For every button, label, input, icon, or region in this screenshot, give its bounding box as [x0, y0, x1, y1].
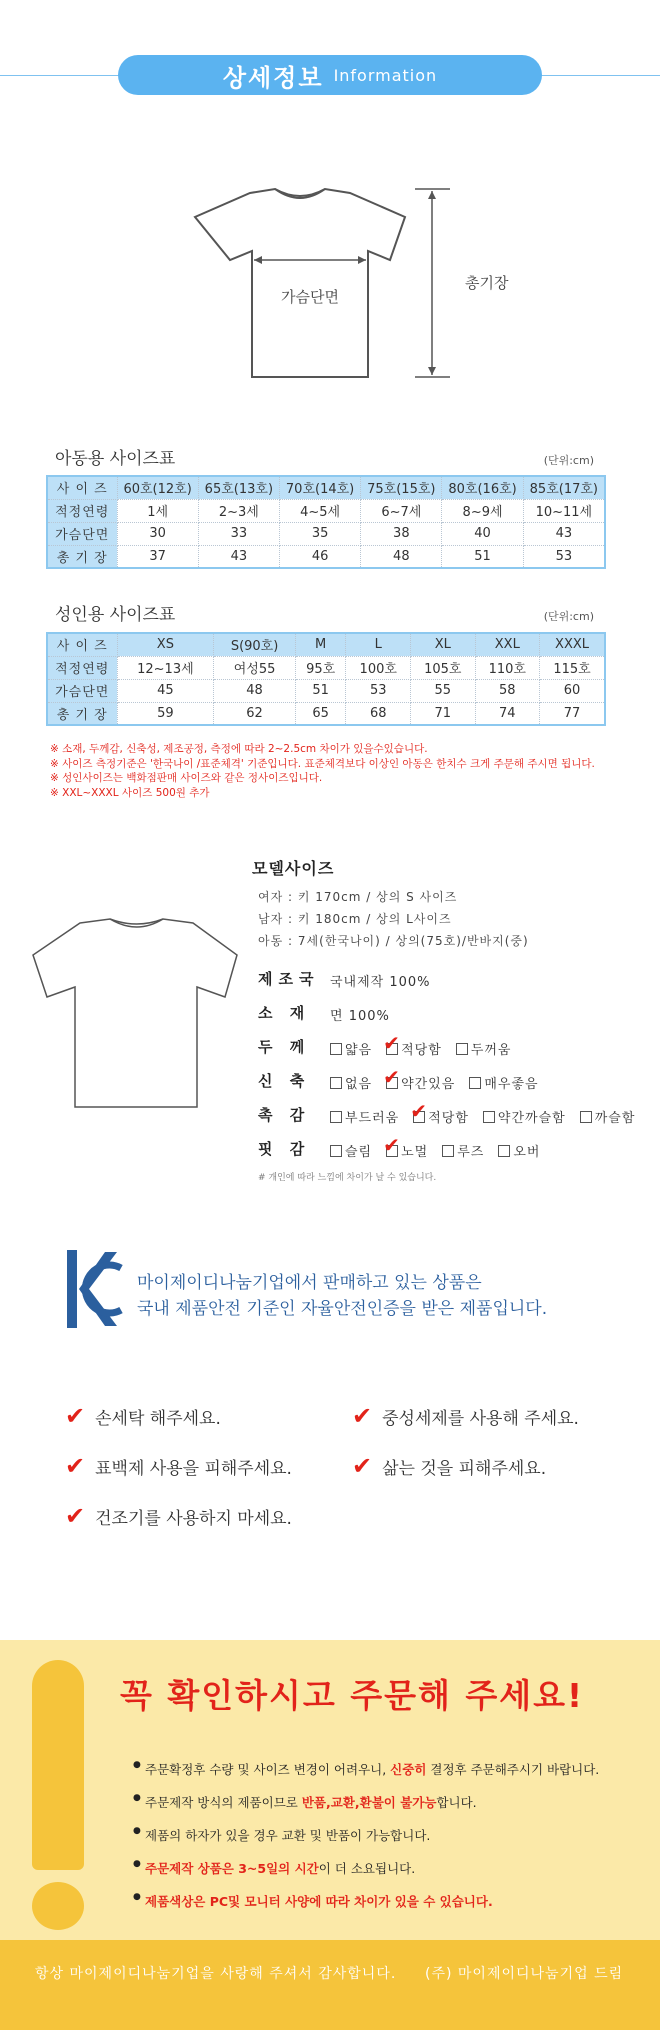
table-cell: 48 — [214, 679, 296, 702]
spec-material-key: 소 재 — [258, 1004, 311, 1022]
option-soft: 부드러움 — [330, 1107, 399, 1126]
header-title-ko: 상세정보 — [222, 63, 324, 92]
row-header: 적정연령 — [47, 656, 117, 679]
size-cell: L — [346, 633, 411, 656]
spec-disclaimer: # 개인에 따라 느낌에 차이가 날 수 있습니다. — [258, 1173, 437, 1183]
kc-certification-text — [137, 1270, 547, 1322]
table-cell: 115호 — [540, 656, 605, 679]
row-header: 사 이 즈 — [47, 633, 117, 656]
table-row — [47, 702, 605, 725]
table-cell: 59 — [117, 702, 214, 725]
table-cell: 6~7세 — [361, 499, 442, 522]
table-row — [47, 679, 605, 702]
table-row — [47, 656, 605, 679]
checkbox-icon — [580, 1111, 592, 1123]
table-row — [47, 476, 605, 499]
notice-item: ● 제품의 하자가 있을 경우 교환 및 반품이 가능합니다. — [145, 1826, 430, 1844]
spec-material-value — [330, 1005, 390, 1024]
exclamation-icon — [32, 1660, 84, 1870]
checkmark-icon: ✔ — [383, 1133, 401, 1157]
checkbox-icon — [330, 1043, 342, 1055]
size-cell: XL — [411, 633, 476, 656]
table-row — [47, 545, 605, 568]
table-cell: 1세 — [117, 499, 198, 522]
tshirt-measure-diagram — [180, 185, 480, 385]
header-title-en: Information — [333, 65, 438, 85]
option-loose: 루즈 — [442, 1141, 484, 1160]
table-cell: 2~3세 — [198, 499, 279, 522]
checkbox-icon — [330, 1145, 342, 1157]
notice-title: 꼭 확인하시고 주문해 주세요! — [120, 1676, 585, 1715]
table-cell: 62 — [214, 702, 296, 725]
spec-origin-key: 제조국 — [258, 970, 320, 988]
table-cell: 51 — [442, 545, 523, 568]
care-item: ✔ 손세탁 해주세요. — [65, 1402, 221, 1430]
notice-item: ● 주문제작 방식의 제품이므로 반품,교환,환불이 불가능합니다. — [145, 1793, 477, 1811]
size-cell: 80호(16호) — [442, 476, 523, 499]
size-cell: 65호(13호) — [198, 476, 279, 499]
table-cell: 53 — [346, 679, 411, 702]
checkmark-icon: ✔ — [383, 1031, 401, 1055]
option-thin: 얇음 — [330, 1039, 372, 1058]
table-cell: 30 — [117, 522, 198, 545]
kc-line-2: 국내 제품안전 기준인 자율안전인증을 받은 제품입니다. — [137, 1299, 548, 1319]
option-normal: ✔ 노멀 — [383, 1133, 429, 1160]
option-slightly-rough: 약간까슬함 — [483, 1107, 566, 1126]
table-cell: 51 — [295, 679, 346, 702]
table-cell: 35 — [279, 522, 360, 545]
checkbox-icon — [469, 1077, 481, 1089]
note-line: ※ XXL~XXXL 사이즈 500원 추가 — [50, 786, 210, 799]
exclamation-dot-icon — [32, 1882, 84, 1930]
chest-width-label: 가슴단면 — [281, 288, 339, 306]
spec-thickness-options — [330, 1031, 512, 1058]
kids-unit: (단위:cm) — [543, 454, 594, 467]
table-cell: 68 — [346, 702, 411, 725]
footer-thanks: 항상 마이제이디나눔기업을 사랑해 주셔서 감사합니다. — [35, 1966, 397, 1982]
table-cell: 여성55 — [214, 656, 296, 679]
table-row — [47, 499, 605, 522]
table-cell: 100호 — [346, 656, 411, 679]
table-cell: 43 — [523, 522, 605, 545]
kids-size-title: 아동용 사이즈표 — [55, 449, 176, 469]
size-notes — [50, 742, 595, 800]
option-medium: ✔ 적당함 — [383, 1031, 442, 1058]
checkmark-icon: ✔ — [352, 1452, 373, 1480]
table-cell: 4~5세 — [279, 499, 360, 522]
footer-bar — [0, 1940, 660, 2030]
option-some: ✔ 약간있음 — [383, 1065, 456, 1092]
size-cell: 70호(14호) — [279, 476, 360, 499]
section-header — [118, 55, 542, 95]
note-line: ※ 사이즈 측정기준은 '한국나이 /표준체격' 기준입니다. 표준체격보다 이상인 아동은 한치수 크게 주문해 주시면 됩니다. — [50, 757, 595, 770]
option-rough: 까슬함 — [580, 1107, 636, 1126]
row-header: 가슴단면 — [47, 522, 117, 545]
size-cell: XXXL — [540, 633, 605, 656]
model-line-male: 남자 : 키 180cm / 상의 L사이즈 — [258, 912, 452, 926]
option-moderate: ✔ 적당함 — [410, 1099, 469, 1126]
table-cell: 46 — [279, 545, 360, 568]
size-cell: S(90호) — [214, 633, 296, 656]
kids-size-table — [46, 475, 606, 569]
model-line-female: 여자 : 키 170cm / 상의 S 사이즈 — [258, 890, 458, 904]
row-header: 가슴단면 — [47, 679, 117, 702]
spec-fit-key: 핏 감 — [258, 1140, 311, 1158]
checkbox-icon — [442, 1145, 454, 1157]
table-cell: 43 — [198, 545, 279, 568]
spec-touch-options — [330, 1099, 636, 1126]
row-header: 사 이 즈 — [47, 476, 117, 499]
table-cell: 45 — [117, 679, 214, 702]
size-cell: 75호(15호) — [361, 476, 442, 499]
checkbox-icon — [483, 1111, 495, 1123]
size-cell: XXL — [475, 633, 540, 656]
notice-item: ● 제품색상은 PC및 모니터 사양에 따라 차이가 있을 수 있습니다. — [145, 1892, 493, 1910]
checkmark-icon: ✔ — [383, 1065, 401, 1089]
table-cell: 12~13세 — [117, 656, 214, 679]
size-cell: 60호(12호) — [117, 476, 198, 499]
spec-thickness-key: 두 께 — [258, 1038, 311, 1056]
kc-line-1: 마이제이디나눔기업에서 판매하고 있는 상품은 — [137, 1273, 482, 1293]
checkmark-icon: ✔ — [65, 1402, 86, 1430]
origin-value: 국내제작 100% — [330, 975, 431, 990]
care-item: ✔ 중성세제를 사용해 주세요. — [352, 1402, 579, 1430]
table-cell: 55 — [411, 679, 476, 702]
table-cell: 77 — [540, 702, 605, 725]
table-cell: 37 — [117, 545, 198, 568]
checkmark-icon: ✔ — [410, 1099, 428, 1123]
kc-certification-icon — [65, 1248, 125, 1330]
table-cell: 40 — [442, 522, 523, 545]
spec-origin-value — [330, 971, 431, 990]
checkbox-icon — [330, 1111, 342, 1123]
total-length-label: 총기장 — [465, 274, 509, 292]
table-cell: 95호 — [295, 656, 346, 679]
care-item: ✔ 표백제 사용을 피해주세요. — [65, 1452, 292, 1480]
care-item: ✔ 건조기를 사용하지 마세요. — [65, 1502, 292, 1530]
option-great: 매우좋음 — [469, 1073, 538, 1092]
spec-touch-key: 촉 감 — [258, 1106, 311, 1124]
checkmark-icon: ✔ — [352, 1402, 373, 1430]
row-header: 총 기 장 — [47, 702, 117, 725]
checkmark-icon: ✔ — [65, 1452, 86, 1480]
table-cell: 65 — [295, 702, 346, 725]
model-line-kid: 아동 : 7세(한국나이) / 상의(75호)/반바지(중) — [258, 934, 529, 948]
row-header: 적정연령 — [47, 499, 117, 522]
option-over: 오버 — [498, 1141, 540, 1160]
table-row — [47, 522, 605, 545]
model-size-title: 모델사이즈 — [252, 859, 335, 878]
size-cell: M — [295, 633, 346, 656]
checkbox-icon — [456, 1043, 468, 1055]
tshirt-illustration — [25, 915, 245, 1115]
option-thick: 두꺼움 — [456, 1039, 512, 1058]
spec-fit-options — [330, 1133, 541, 1160]
size-cell: XS — [117, 633, 214, 656]
material-value: 면 100% — [330, 1009, 390, 1024]
care-item: ✔ 삶는 것을 피해주세요. — [352, 1452, 547, 1480]
table-row — [47, 633, 605, 656]
footer-signature: (주) 마이제이디나눔기업 드림 — [425, 1966, 624, 1982]
checkbox-icon — [498, 1145, 510, 1157]
table-cell: 105호 — [411, 656, 476, 679]
spec-stretch-key: 신 축 — [258, 1072, 311, 1090]
table-cell: 71 — [411, 702, 476, 725]
spec-stretch-options — [330, 1065, 539, 1092]
table-cell: 110호 — [475, 656, 540, 679]
table-cell: 60 — [540, 679, 605, 702]
table-cell: 53 — [523, 545, 605, 568]
option-slim: 슬림 — [330, 1141, 372, 1160]
row-header: 총 기 장 — [47, 545, 117, 568]
checkmark-icon: ✔ — [65, 1502, 86, 1530]
adult-size-table — [46, 632, 606, 726]
table-cell: 8~9세 — [442, 499, 523, 522]
checkbox-icon — [330, 1077, 342, 1089]
table-cell: 33 — [198, 522, 279, 545]
note-line: ※ 소재, 두께감, 신축성, 제조공정, 측정에 따라 2~2.5cm 차이가 있을수있습니다. — [50, 743, 428, 755]
notice-item: ● 주문확정후 수량 및 사이즈 변경이 어려우니, 신중히 결정후 주문해주시기 바랍니다. — [145, 1760, 599, 1778]
option-none: 없음 — [330, 1073, 372, 1092]
table-cell: 74 — [475, 702, 540, 725]
table-cell: 38 — [361, 522, 442, 545]
adult-unit: (단위:cm) — [543, 610, 594, 623]
table-cell: 48 — [361, 545, 442, 568]
note-line: ※ 성인사이즈는 백화점판매 사이즈와 같은 정사이즈입니다. — [50, 772, 323, 784]
size-cell: 85호(17호) — [523, 476, 605, 499]
notice-item: ● 주문제작 상품은 3~5일의 시간이 더 소요됩니다. — [145, 1859, 415, 1877]
table-cell: 10~11세 — [523, 499, 605, 522]
table-cell: 58 — [475, 679, 540, 702]
adult-size-title: 성인용 사이즈표 — [55, 605, 176, 625]
